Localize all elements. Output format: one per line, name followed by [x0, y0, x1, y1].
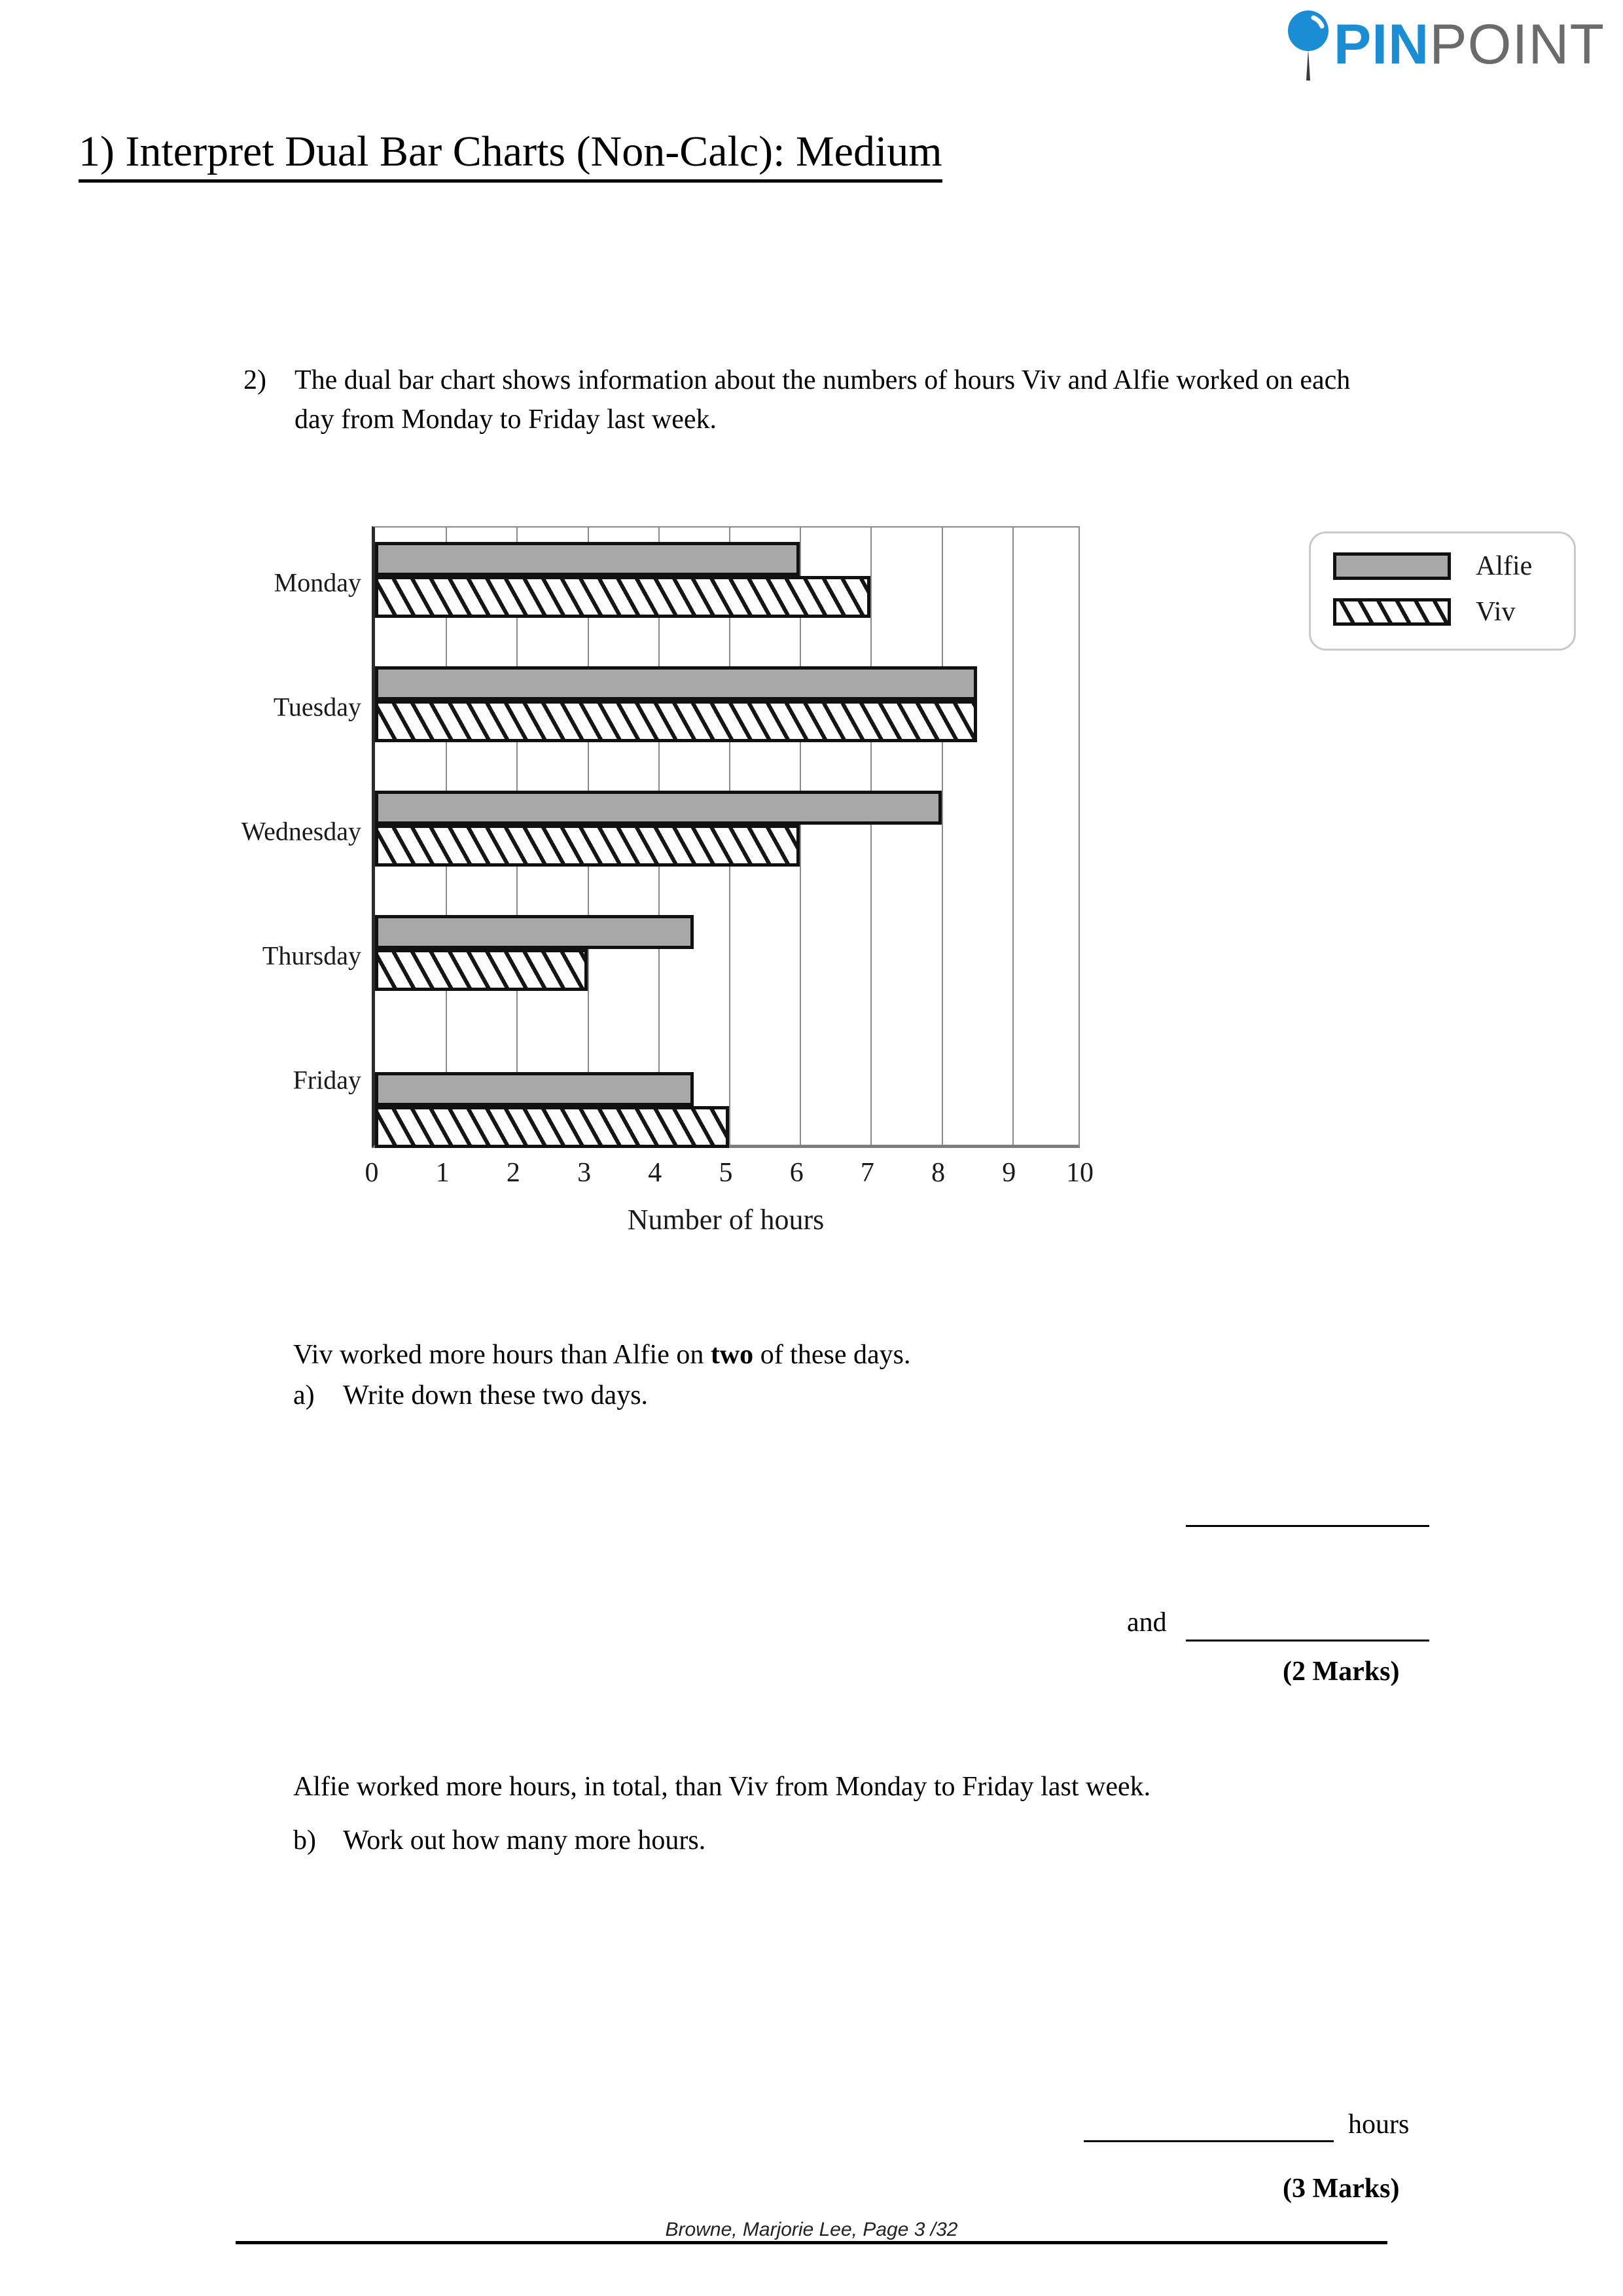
part-a-lead-bold: two [710, 1340, 754, 1370]
bar-viv-friday [375, 1106, 729, 1148]
x-tick-1: 1 [435, 1158, 450, 1188]
answer-blank-day-2[interactable] [1186, 1640, 1429, 1641]
page-title-text: 1) Interpret Dual Bar Charts (Non-Calc): Medium [79, 127, 942, 183]
part-b-marks: (3 Marks) [1283, 2174, 1400, 2204]
legend-label-alfie: Alfie [1476, 551, 1533, 581]
gridline-8 [942, 528, 943, 1145]
brand-wordmark-pin: PIN [1333, 13, 1430, 76]
part-a-lead [293, 1335, 1275, 1375]
chart-category-label-monday: Monday [274, 567, 361, 598]
bar-alfie-monday [375, 542, 800, 576]
dual-bar-chart [196, 517, 1533, 1257]
brand-wordmark [1333, 13, 1605, 76]
footer-text: Browne, Marjorie Lee, Page 3 /32 [665, 2219, 958, 2240]
part-b-lead: Alfie worked more hours, in total, than Viv from Monday to Friday last week. [293, 1772, 1151, 1802]
part-a-text: Write down these two days. [343, 1380, 649, 1410]
bar-alfie-thursday [375, 915, 694, 949]
bar-viv-monday [375, 576, 870, 618]
part-a-lead-after: of these days. [753, 1340, 911, 1370]
answer-units-label: hours [1348, 2109, 1410, 2140]
question-number: 2) [243, 365, 266, 395]
legend-label-viv: Viv [1476, 597, 1516, 627]
question-stem [243, 361, 1356, 439]
part-b-letter: b) [293, 1825, 316, 1856]
part-a-letter: a) [293, 1380, 315, 1410]
legend-swatch-viv [1333, 598, 1451, 626]
legend-entry-alfie [1333, 550, 1574, 582]
part-a-lead-before: Viv worked more hours than Alfie on [293, 1340, 711, 1370]
gridline-6 [800, 528, 801, 1145]
part-a-question [293, 1376, 1275, 1416]
chart-plot-area [372, 526, 1080, 1148]
chart-x-axis-ticks [365, 1157, 1094, 1195]
answer-blank-day-1[interactable] [1186, 1525, 1429, 1527]
part-b-question [293, 1821, 1275, 1861]
bar-alfie-tuesday [375, 666, 977, 700]
x-tick-8: 8 [931, 1158, 946, 1188]
brand-logo [1284, 5, 1605, 84]
gridline-9 [1012, 528, 1014, 1145]
footer-divider [236, 2241, 1387, 2244]
x-tick-7: 7 [860, 1158, 874, 1188]
answer-and-label: and [1127, 1607, 1167, 1638]
question-stem-text: The dual bar chart shows information about the numbers of hours Viv and Alfie worked on each day from Monday to Friday last week. [294, 365, 1351, 435]
x-tick-3: 3 [577, 1158, 592, 1188]
part-b-text: Work out how many more hours. [343, 1825, 706, 1856]
brand-wordmark-point: POINT [1429, 13, 1605, 76]
answer-blank-hours[interactable] [1084, 2140, 1334, 2142]
bar-viv-tuesday [375, 700, 977, 742]
legend-entry-viv [1333, 596, 1574, 628]
x-tick-10: 10 [1066, 1158, 1094, 1188]
x-tick-4: 4 [648, 1158, 662, 1188]
bar-alfie-wednesday [375, 791, 942, 825]
x-tick-0: 0 [365, 1158, 379, 1188]
chart-category-label-thursday: Thursday [262, 941, 361, 971]
x-tick-2: 2 [506, 1158, 520, 1188]
map-pin-icon [1284, 9, 1332, 81]
chart-legend [1309, 531, 1576, 651]
x-tick-9: 9 [1002, 1158, 1016, 1188]
x-tick-5: 5 [719, 1158, 733, 1188]
chart-category-label-tuesday: Tuesday [273, 692, 361, 722]
chart-x-axis-title: Number of hours [627, 1204, 825, 1236]
legend-swatch-alfie [1333, 552, 1451, 580]
gridline-7 [870, 528, 872, 1145]
part-a-marks: (2 Marks) [1283, 1657, 1400, 1687]
x-tick-6: 6 [789, 1158, 804, 1188]
bar-viv-wednesday [375, 825, 800, 867]
bar-alfie-friday [375, 1072, 694, 1106]
chart-category-label-friday: Friday [293, 1065, 361, 1095]
bar-viv-thursday [375, 949, 588, 991]
page-title [79, 127, 942, 183]
chart-category-label-wednesday: Wednesday [241, 816, 361, 846]
